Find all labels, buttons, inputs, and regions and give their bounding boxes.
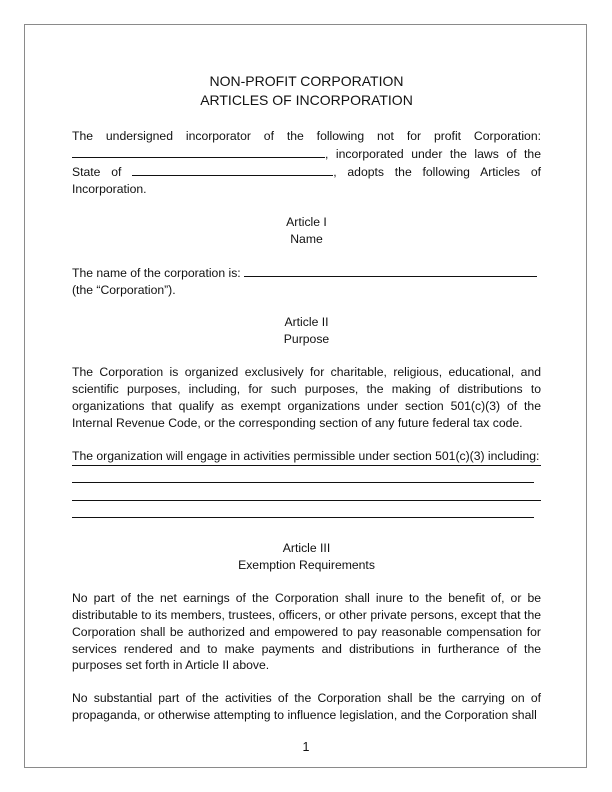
document-title bbox=[72, 72, 541, 110]
title-line-1: NON-PROFIT CORPORATION bbox=[209, 73, 404, 89]
activities-line-3[interactable] bbox=[72, 500, 541, 501]
article-2-heading bbox=[72, 314, 541, 348]
page-number: 1 bbox=[302, 740, 310, 754]
article-3-number: Article III bbox=[282, 540, 331, 555]
article-2-number: Article II bbox=[284, 315, 329, 330]
article-2-title: Purpose bbox=[283, 332, 330, 347]
article-1-text-after: (the “Corporation”). bbox=[72, 282, 176, 297]
article-3-paragraph-2: No substantial part of the activities of the Corporation shall be the carrying on of propaganda, or otherwise attempting to influence legislation, and the Corporation shall bbox=[72, 691, 541, 723]
intro-paragraph bbox=[72, 128, 541, 198]
article-2-paragraph-2: The organization will engage in activities permissible under section 501(c)(3) including: bbox=[72, 449, 540, 464]
document-body bbox=[72, 72, 541, 724]
article-2-paragraph-1: The Corporation is organized exclusively for charitable, religious, educational, and scientific purposes, including, for such purposes, the making of distributions to organizations that qualify as exempt organizations under section 501(c)(3) of the Internal Revenue Code, or the corresponding section of any future federal tax code. bbox=[72, 365, 541, 431]
article-1-number: Article I bbox=[286, 214, 327, 229]
article-3-heading bbox=[72, 540, 541, 574]
article-3-title: Exemption Requirements bbox=[238, 557, 375, 572]
activities-line-2[interactable] bbox=[72, 482, 534, 483]
title-line-2: ARTICLES OF INCORPORATION bbox=[200, 92, 413, 108]
corporation-name-blank[interactable] bbox=[72, 145, 325, 158]
activities-line-1[interactable] bbox=[72, 465, 541, 466]
article-1-title: Name bbox=[290, 231, 323, 246]
corporation-name-field[interactable] bbox=[244, 264, 537, 277]
article-1-text-before: The name of the corporation is: bbox=[72, 265, 241, 280]
intro-text-4: , adopts the following Articles of Incorporation. bbox=[72, 164, 541, 196]
state-blank[interactable] bbox=[132, 163, 333, 176]
article-1-paragraph bbox=[72, 264, 541, 299]
article-1-heading bbox=[72, 214, 541, 248]
intro-text-3: State of bbox=[72, 164, 122, 179]
article-3-paragraph-1: No part of the net earnings of the Corporation shall inure to the benefit of, or be distributable to its members, trustees, officers, or other private persons, except that the Corporation shall be authorized and empowered to pay reasonable compensation for services rendered and to make payments and distributions in furtherance of the purposes set forth in Article II above. bbox=[72, 590, 541, 673]
intro-text-1: The undersigned incorporator of the following not for profit Corporation: bbox=[72, 129, 541, 143]
intro-text-2: , incorporated under the laws of the bbox=[325, 146, 541, 161]
